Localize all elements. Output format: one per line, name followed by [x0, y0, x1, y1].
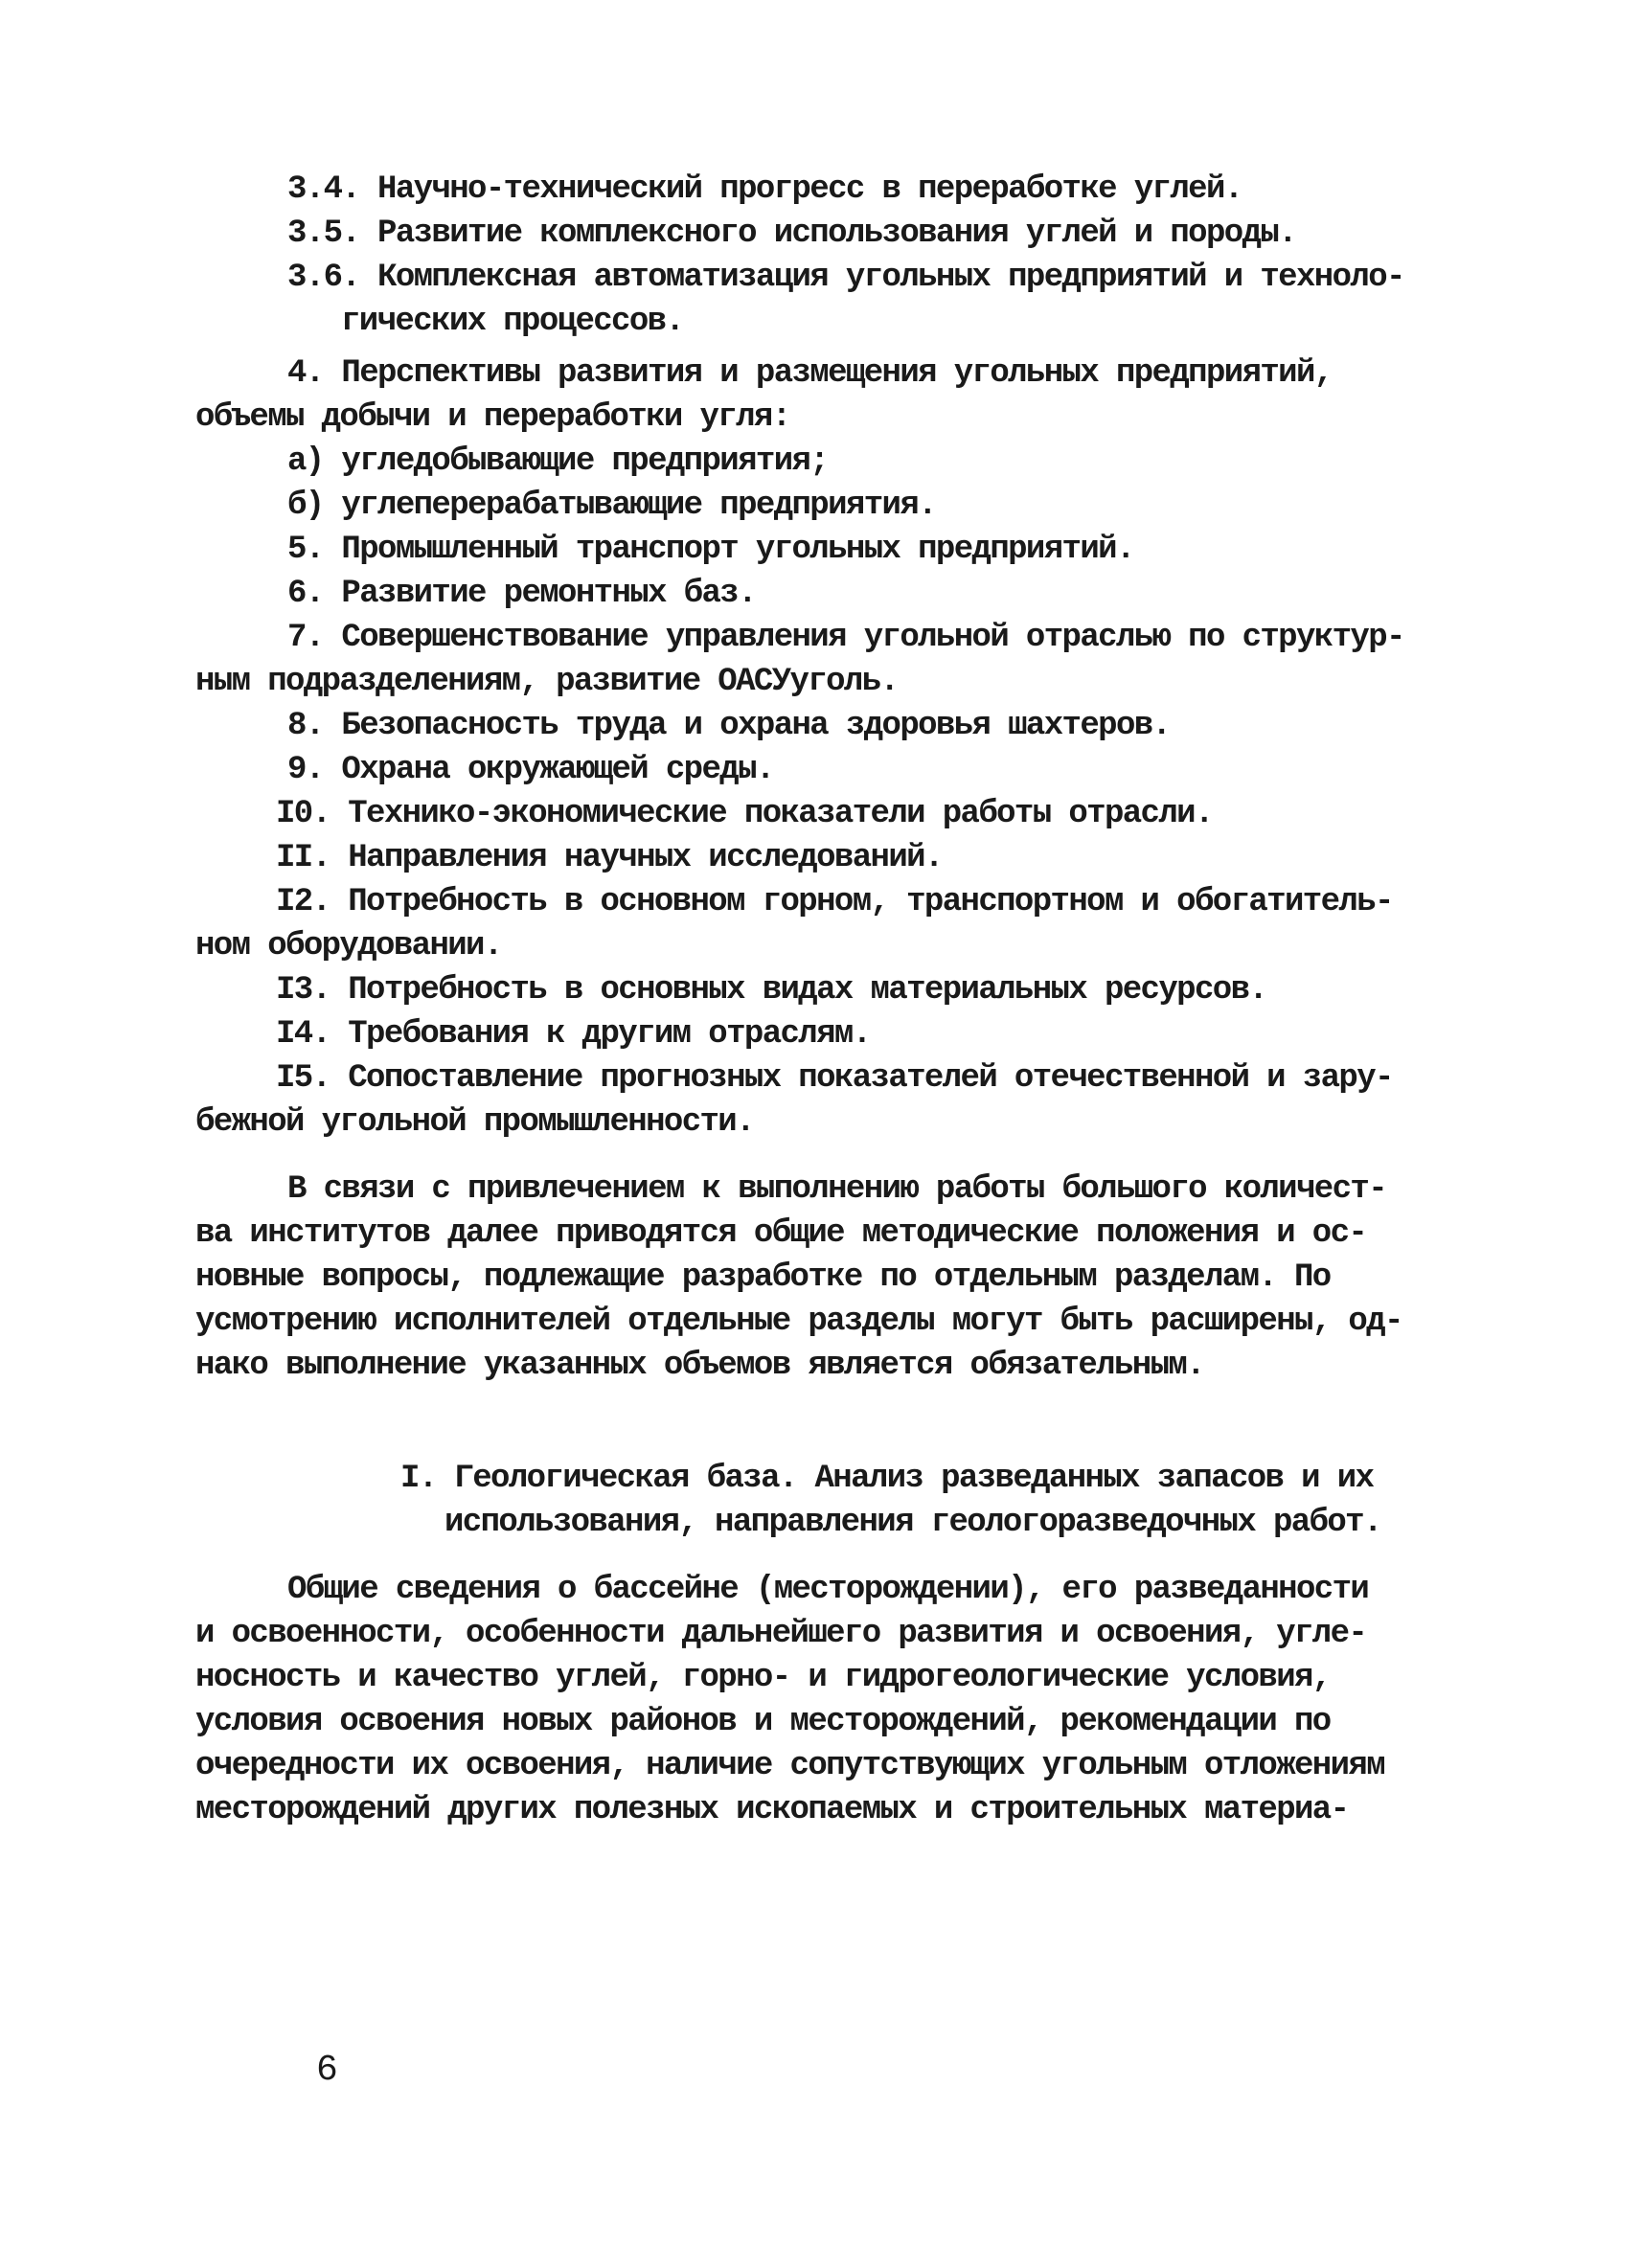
paragraph-line: и освоенности, особенности дальнейшего развития и освоения, угле-	[195, 1616, 1367, 1652]
list-item-continuation: объемы добычи и переработки угля:	[195, 399, 790, 436]
list-item: I3. Потребность в основных видах материальных ресурсов.	[276, 972, 1267, 1009]
paragraph-line: В связи с привлечением к выполнению работы большого количест-	[287, 1171, 1387, 1208]
list-item-continuation: ным подразделениям, развитие ОАСУуголь.	[195, 664, 899, 700]
list-item: I2. Потребность в основном горном, транспортном и обогатитель-	[276, 884, 1393, 920]
section-heading: I. Геологическая база. Анализ разведанных запасов и их	[400, 1461, 1374, 1497]
list-item: б) углеперерабатывающие предприятия.	[287, 488, 936, 524]
paragraph-line: условия освоения новых районов и месторождений, рекомендации по	[195, 1704, 1331, 1740]
paragraph-line: ва институтов далее приводятся общие методические положения и ос-	[195, 1215, 1367, 1252]
list-item-continuation: бежной угольной промышленности.	[195, 1104, 754, 1141]
list-item: 8. Безопасность труда и охрана здоровья шахтеров.	[287, 708, 1171, 744]
paragraph-line: усмотрению исполнителей отдельные разделы могут быть расширены, од-	[195, 1304, 1402, 1340]
list-item: 3.5. Развитие комплексного использования углей и породы.	[287, 215, 1296, 252]
list-item: 6. Развитие ремонтных баз.	[287, 576, 756, 612]
paragraph-line: новные вопросы, подлежащие разработке по отдельным разделам. По	[195, 1259, 1331, 1296]
list-item: 3.6. Комплексная автоматизация угольных предприятий и техноло-	[287, 260, 1404, 296]
paragraph-line: носность и качество углей, горно- и гидрогеологические условия,	[195, 1660, 1331, 1696]
list-item: II. Направления научных исследований.	[276, 840, 943, 876]
list-item: I0. Технико-экономические показатели работы отрасли.	[276, 796, 1213, 832]
list-item: 5. Промышленный транспорт угольных предприятий.	[287, 532, 1134, 568]
list-item: 7. Совершенствование управления угольной отраслью по структур-	[287, 620, 1404, 656]
paragraph-line: месторождений других полезных ископаемых и строительных материа-	[195, 1792, 1349, 1828]
list-item: 4. Перспективы развития и размещения угольных предприятий,	[287, 355, 1333, 392]
section-heading-continuation: использования, направления геологоразведочных работ.	[444, 1505, 1381, 1541]
list-item: 3.4. Научно-технический прогресс в переработке углей.	[287, 171, 1242, 208]
paragraph-line: очередности их освоения, наличие сопутствующих угольным отложениям	[195, 1748, 1385, 1784]
page-number: 6	[316, 2050, 338, 2091]
list-item-continuation: гических процессов.	[341, 304, 684, 340]
list-item: I4. Требования к другим отраслям.	[276, 1016, 871, 1053]
list-item: а) угледобывающие предприятия;	[287, 443, 829, 480]
paragraph-line: нако выполнение указанных объемов является обязательным.	[195, 1348, 1204, 1384]
list-item: I5. Сопоставление прогнозных показателей отечественной и зару-	[276, 1060, 1393, 1097]
list-item-continuation: ном оборудовании.	[195, 928, 502, 964]
paragraph-line: Общие сведения о бассейне (месторождении), его разведанности	[287, 1572, 1369, 1608]
list-item: 9. Охрана окружающей среды.	[287, 752, 774, 788]
